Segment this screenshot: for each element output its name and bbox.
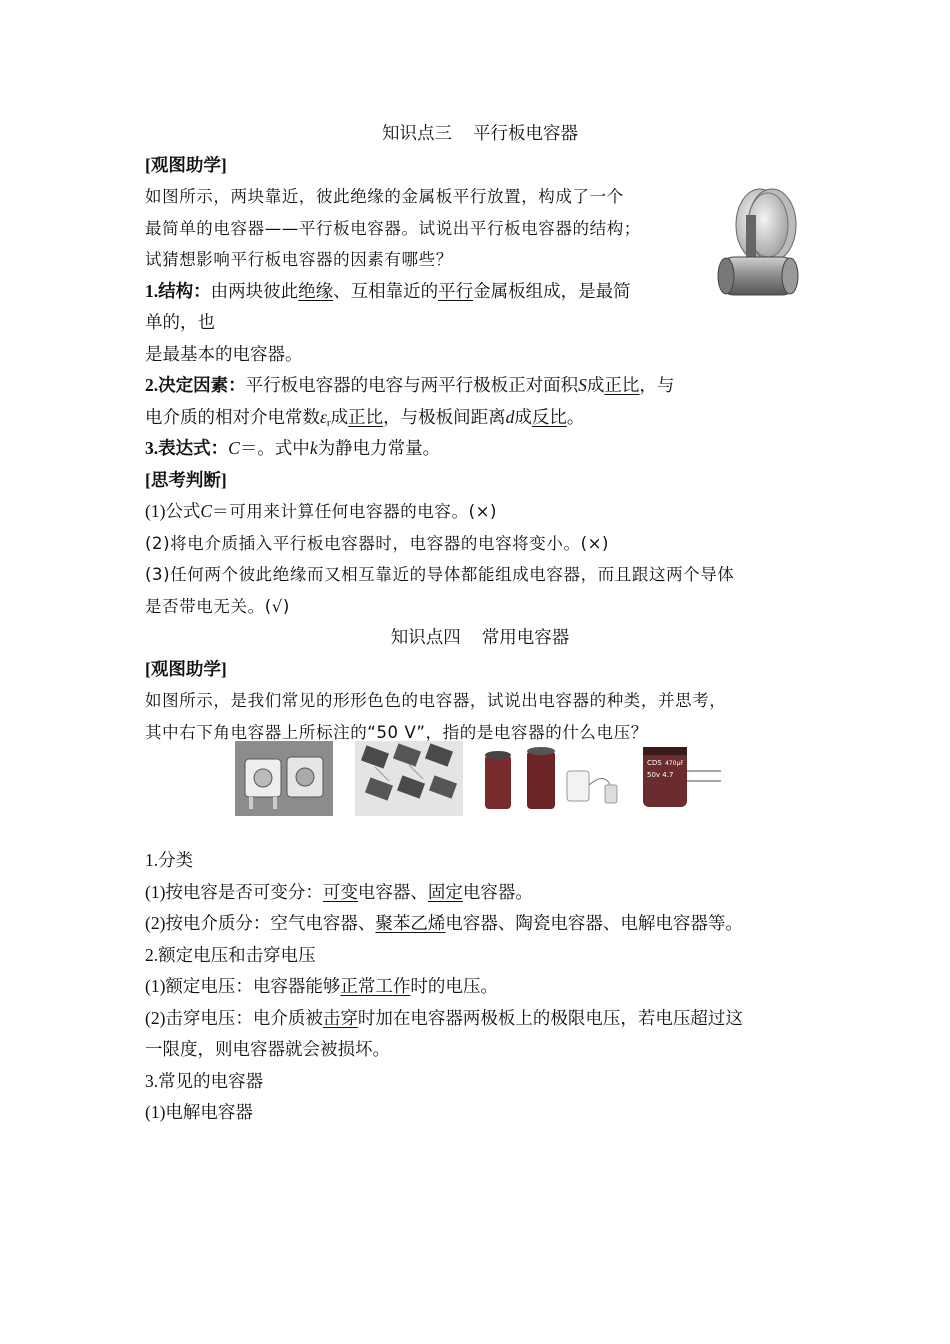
voltage-l2-text-1: (2)击穿电压：电介质被 xyxy=(145,1007,323,1028)
judge-q1-text: ＝可用来计算任何电容器的电容。(×) xyxy=(212,502,498,521)
variable-epsilon: ε xyxy=(320,406,327,427)
section-3-intro-line-1: 如图所示，两块靠近，彼此绝缘的金属板平行放置，构成了一个 xyxy=(145,187,624,206)
expression-text-2: 为静电力常量。 xyxy=(317,438,441,458)
variable-d: d xyxy=(505,406,515,427)
factors-l2-text-5: 。 xyxy=(566,406,585,427)
parallel-plate-capacitor-image xyxy=(716,185,800,311)
expression-text-1: ＝。式中 xyxy=(239,438,310,458)
electrolytic-capacitor-photo xyxy=(639,741,725,816)
section-3-name: 平行板电容器 xyxy=(473,123,578,143)
section-4-number: 知识点四 xyxy=(390,627,461,647)
expression-line xyxy=(145,433,810,465)
voltage-l1-text-2: 时的电压。 xyxy=(410,976,498,996)
epsilon-subscript: r xyxy=(326,416,331,429)
document-page xyxy=(145,118,810,1129)
variable-s: S xyxy=(578,375,587,395)
common-capacitors-image xyxy=(235,741,725,816)
variable-capacitor-photo xyxy=(235,741,333,816)
classify-l1-text-2: 电容器、 xyxy=(357,881,428,902)
structure-label: 1.结构： xyxy=(145,280,211,301)
structure-text-3: 金属板组成，是最简 xyxy=(473,280,631,301)
section-4-title xyxy=(145,622,810,654)
section-4-guide-heading: [观图助学] xyxy=(145,658,227,679)
section-4-name: 常用电容器 xyxy=(481,627,570,647)
judge-q2: (2)将电介质插入平行板电容器时，电容器的电容将变小。(×) xyxy=(145,533,610,553)
section-3-guide-heading: [观图助学] xyxy=(145,154,227,175)
factors-text-3: ，与 xyxy=(639,375,675,395)
judge-q3-line-1: (3)任何两个彼此绝缘而又相互靠近的导体都能组成电容器，而且跟这两个导体 xyxy=(145,565,735,584)
answer-variable: 可变 xyxy=(322,881,358,902)
section-3-intro-line-2: 最简单的电容器——平行板电容器。试说出平行板电容器的结构； xyxy=(145,218,641,238)
answer-direct-ratio-1: 正比 xyxy=(604,375,640,395)
factors-l2-text-3: ，与极板间距离 xyxy=(383,406,506,427)
variable-k: k xyxy=(309,438,318,458)
classify-l2-text-2: 电容器、陶瓷电容器、电解电容器等。 xyxy=(445,913,743,933)
structure-paragraph xyxy=(145,276,810,308)
section-3-number: 知识点三 xyxy=(382,123,452,143)
judge-q1 xyxy=(145,496,810,528)
motor-capacitors-photo xyxy=(481,741,631,816)
section-4-intro-line-2: 其中右下角电容器上所标注的“50 V”，指的是电容器的什么电压？ xyxy=(145,722,648,742)
answer-inverse-ratio: 反比 xyxy=(531,406,567,427)
structure-text-1: 由两块彼此 xyxy=(210,280,299,301)
factors-l2-text-1: 电介质的相对介电常数 xyxy=(145,406,320,427)
structure-line-3: 是最基本的电容器。 xyxy=(145,343,303,364)
classify-heading: 1.分类 xyxy=(145,850,194,870)
classify-line-1 xyxy=(145,877,810,909)
factors-text-2: 成 xyxy=(586,375,605,395)
factors-line-2 xyxy=(145,402,810,434)
capacitor-label-voltage: 50v 4.7 xyxy=(647,771,674,779)
answer-fixed: 固定 xyxy=(427,881,463,902)
factors-label: 2.决定因素： xyxy=(145,375,246,395)
section-3-title xyxy=(145,118,810,150)
capacitor-label-cds: CDS xyxy=(647,759,662,767)
judge-heading: [思考判断] xyxy=(145,469,227,490)
answer-polystyrene: 聚苯乙烯 xyxy=(375,913,446,933)
answer-parallel: 平行 xyxy=(438,280,474,301)
voltage-line-1 xyxy=(145,971,810,1003)
section-3-intro-line-3: 试猜想影响平行板电容器的因素有哪些？ xyxy=(145,250,453,269)
factors-text-1: 平行板电容器的电容与两平行极板正对面积 xyxy=(245,375,579,395)
factors-l2-text-2: 成 xyxy=(330,406,349,427)
classify-l1-text-3: 电容器。 xyxy=(462,881,533,902)
classify-l2-text-1: (2)按电介质分：空气电容器、 xyxy=(145,913,376,933)
film-capacitors-photo xyxy=(355,741,463,816)
capacitor-label-capacitance: 470μF xyxy=(665,760,684,767)
structure-text-2: 、互相靠近的 xyxy=(333,280,439,301)
voltage-l2-text-2: 时加在电容器两极板上的极限电压，若电压超过这 xyxy=(357,1007,743,1028)
classify-l1-text-1: (1)按电容是否可变分： xyxy=(145,881,323,902)
common-heading: 3.常见的电容器 xyxy=(145,1070,264,1091)
classify-line-2 xyxy=(145,908,810,940)
answer-direct-ratio-2: 正比 xyxy=(348,406,384,427)
expression-label: 3.表达式： xyxy=(145,438,229,458)
voltage-line-3: 一限度，则电容器就会被损坏。 xyxy=(145,1039,390,1059)
judge-q1-variable: C xyxy=(200,501,213,521)
voltage-l1-text-1: (1)额定电压：电容器能够 xyxy=(145,976,341,996)
structure-line-2: 单的，也 xyxy=(145,312,215,332)
answer-normal-work: 正常工作 xyxy=(340,976,411,996)
answer-breakdown: 击穿 xyxy=(322,1007,358,1028)
answer-insulated: 绝缘 xyxy=(298,280,334,301)
section-4-intro-line-1: 如图所示，是我们常见的形形色色的电容器，试说出电容器的种类，并思考， xyxy=(145,691,727,710)
variable-c: C xyxy=(228,438,240,458)
voltage-line-2 xyxy=(145,1003,810,1035)
factors-l2-text-4: 成 xyxy=(514,406,532,427)
judge-q3-line-2: 是否带电无关。(√) xyxy=(145,596,290,616)
common-line-1: (1)电解电容器 xyxy=(145,1102,253,1122)
factors-line-1 xyxy=(145,370,810,402)
judge-q1-prefix: (1)公式 xyxy=(145,501,201,521)
voltage-heading: 2.额定电压和击穿电压 xyxy=(145,944,316,965)
